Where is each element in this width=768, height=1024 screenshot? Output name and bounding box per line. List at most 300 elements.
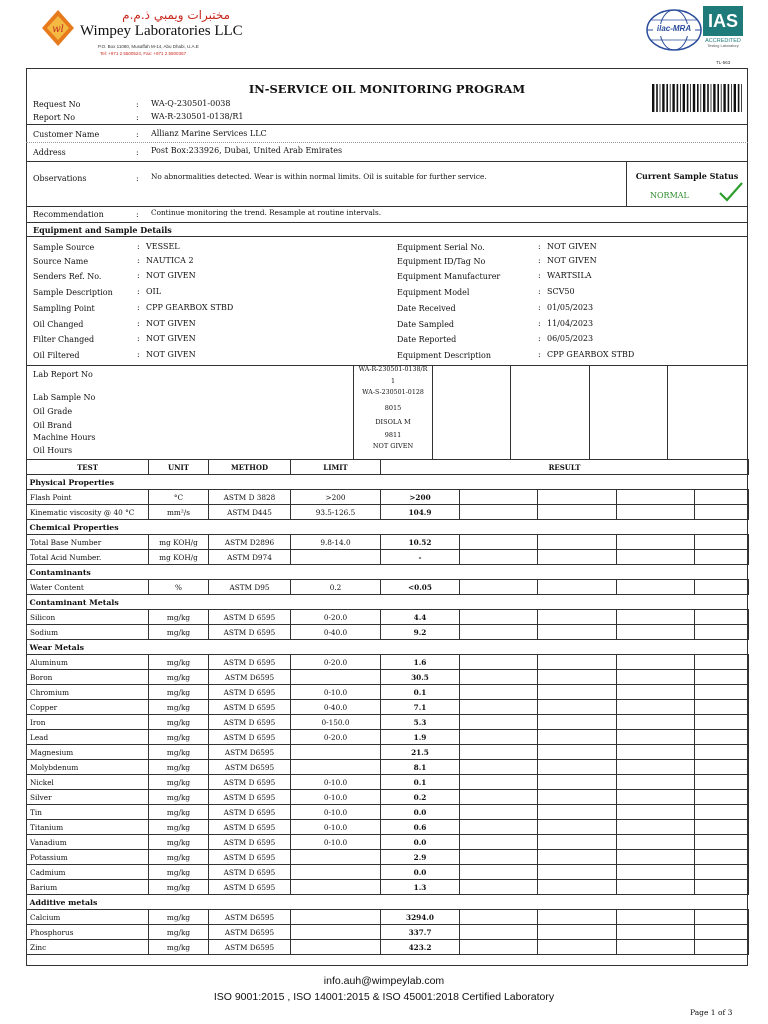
ias-testing-lab-text: Testing Laboratory — [707, 44, 739, 48]
table-row — [27, 550, 749, 565]
test-name: Nickel — [27, 775, 149, 790]
colon: : — [136, 210, 139, 219]
company-name: Wimpey Laboratories LLC — [80, 23, 243, 39]
section-row — [27, 595, 749, 610]
test-unit: mg/kg — [149, 715, 209, 730]
test-unit: mg/kg — [149, 940, 209, 955]
test-result: 0.6 — [381, 820, 460, 835]
empty-result-cell — [695, 715, 749, 730]
section-title: Chemical Properties — [27, 520, 749, 535]
empty-result-cell — [695, 685, 749, 700]
recommendation-label: Recommendation — [33, 210, 104, 219]
empty-result-cell — [460, 625, 538, 640]
test-result: 0.0 — [381, 805, 460, 820]
test-name: Chromium — [27, 685, 149, 700]
test-name: Tin — [27, 805, 149, 820]
empty-result-cell — [460, 940, 538, 955]
test-name: Iron — [27, 715, 149, 730]
section-row — [27, 475, 749, 490]
empty-result-cell — [617, 925, 695, 940]
test-limit: >200 — [291, 490, 381, 505]
divider — [589, 365, 590, 459]
test-unit: mm²/s — [149, 505, 209, 520]
empty-result-cell — [617, 490, 695, 505]
empty-result-cell — [695, 580, 749, 595]
table-row — [27, 835, 749, 850]
colon: : — [538, 350, 541, 359]
empty-result-cell — [538, 685, 617, 700]
section-title: Contaminant Metals — [27, 595, 749, 610]
table-row — [27, 715, 749, 730]
test-unit: mg/kg — [149, 655, 209, 670]
table-row — [27, 700, 749, 715]
equipment-field-label: Sample Description — [33, 288, 113, 297]
test-result: 0.1 — [381, 775, 460, 790]
oil-hours-label: Oil Hours — [33, 446, 73, 455]
barcode-bar — [693, 84, 695, 112]
test-result: 337.7 — [381, 925, 460, 940]
test-limit — [291, 745, 381, 760]
empty-result-cell — [617, 820, 695, 835]
test-result: 1.9 — [381, 730, 460, 745]
empty-result-cell — [460, 580, 538, 595]
test-limit: 0-20.0 — [291, 655, 381, 670]
empty-result-cell — [617, 715, 695, 730]
empty-result-cell — [695, 790, 749, 805]
empty-result-cell — [695, 625, 749, 640]
empty-result-cell — [695, 850, 749, 865]
section-title: Wear Metals — [27, 640, 749, 655]
footer-email: info.auh@wimpeylab.com — [323, 975, 445, 987]
test-result: 0.2 — [381, 790, 460, 805]
table-row — [27, 805, 749, 820]
company-arabic-name: مختبرات ويمبي ذ.م.م — [122, 8, 230, 22]
divider — [26, 206, 748, 207]
empty-result-cell — [695, 730, 749, 745]
company-address: P.O. Box 11080, Musaffah M-14, Abu Dhabi, U.A.E — [98, 44, 199, 49]
barcode-bar — [731, 84, 732, 112]
test-name: Barium — [27, 880, 149, 895]
equipment-field-label: Equipment Description — [397, 351, 492, 360]
test-limit: 0-10.0 — [291, 835, 381, 850]
test-limit: 0-10.0 — [291, 805, 381, 820]
colon: : — [538, 319, 541, 328]
test-method: ASTM D 6595 — [209, 865, 291, 880]
checkmark-icon — [718, 181, 744, 203]
lab-report-no-label: Lab Report No — [33, 370, 93, 379]
test-unit: mg/kg — [149, 685, 209, 700]
divider — [26, 142, 748, 143]
status-value: NORMAL — [650, 191, 689, 200]
divider — [626, 161, 627, 206]
empty-result-cell — [538, 805, 617, 820]
empty-result-cell — [460, 910, 538, 925]
page-number: Page 1 of 3 — [690, 1008, 733, 1017]
report-no-label: Report No — [33, 113, 76, 122]
test-unit: °C — [149, 490, 209, 505]
test-method: ASTM D6595 — [209, 745, 291, 760]
equipment-field-value: CPP GEARBOX STBD — [547, 350, 635, 359]
empty-result-cell — [460, 670, 538, 685]
test-limit — [291, 865, 381, 880]
test-result: 0.0 — [381, 835, 460, 850]
test-limit: 9.8-14.0 — [291, 535, 381, 550]
equipment-field-label: Date Received — [397, 304, 456, 313]
address-label: Address — [33, 148, 66, 157]
test-unit: mg/kg — [149, 910, 209, 925]
equipment-field-value: NAUTICA 2 — [146, 256, 194, 265]
test-unit: mg/kg — [149, 700, 209, 715]
test-result: 7.1 — [381, 700, 460, 715]
empty-result-cell — [695, 700, 749, 715]
test-limit: 0-40.0 — [291, 700, 381, 715]
empty-result-cell — [460, 835, 538, 850]
company-contact: Tel: +971 2 5500524, Fax: +971 2 5500367 — [100, 51, 187, 56]
barcode-bar — [680, 84, 681, 112]
test-method: ASTM D6595 — [209, 940, 291, 955]
test-name: Calcium — [27, 910, 149, 925]
empty-result-cell — [538, 580, 617, 595]
test-result: 3294.0 — [381, 910, 460, 925]
test-limit: 0-10.0 — [291, 820, 381, 835]
observations-value: No abnormalities detected. Wear is within normal limits. Oil is suitable for further service. — [151, 172, 487, 181]
colon: : — [136, 174, 139, 183]
colon: : — [137, 334, 140, 343]
table-row — [27, 535, 749, 550]
divider — [26, 161, 748, 162]
test-name: Water Content — [27, 580, 149, 595]
table-row — [27, 865, 749, 880]
ias-accreditation-badge — [703, 6, 743, 58]
colon: : — [136, 100, 139, 109]
test-method: ASTM D 6595 — [209, 775, 291, 790]
empty-result-cell — [538, 670, 617, 685]
barcode-bar — [703, 84, 705, 112]
test-name: Silicon — [27, 610, 149, 625]
test-name: Aluminum — [27, 655, 149, 670]
test-method: ASTM D445 — [209, 505, 291, 520]
colon: : — [538, 242, 541, 251]
empty-result-cell — [538, 940, 617, 955]
machine-hours-value: 9811 — [384, 431, 402, 439]
test-method: ASTM D 6595 — [209, 790, 291, 805]
empty-result-cell — [695, 910, 749, 925]
barcode-bar — [672, 84, 674, 112]
equipment-field-label: Oil Filtered — [33, 351, 80, 360]
table-row — [27, 745, 749, 760]
test-unit: mg KOH/g — [149, 535, 209, 550]
lab-sample-no-label: Lab Sample No — [33, 393, 96, 402]
test-result: 9.2 — [381, 625, 460, 640]
colon: : — [137, 242, 140, 251]
empty-result-cell — [460, 490, 538, 505]
test-unit: mg/kg — [149, 670, 209, 685]
test-limit: 0-40.0 — [291, 625, 381, 640]
empty-result-cell — [538, 550, 617, 565]
empty-result-cell — [617, 670, 695, 685]
test-name: Titanium — [27, 820, 149, 835]
empty-result-cell — [695, 550, 749, 565]
test-method: ASTM D6595 — [209, 925, 291, 940]
test-unit: mg/kg — [149, 835, 209, 850]
test-unit: mg/kg — [149, 820, 209, 835]
observations-label: Observations — [33, 174, 87, 183]
test-unit: mg/kg — [149, 790, 209, 805]
empty-result-cell — [617, 850, 695, 865]
section-title: Additive metals — [27, 895, 749, 910]
test-result: 8.1 — [381, 760, 460, 775]
colon: : — [137, 319, 140, 328]
equipment-field-value: 11/04/2023 — [547, 319, 594, 328]
equipment-field-label: Oil Changed — [33, 320, 84, 329]
test-limit — [291, 850, 381, 865]
test-result: 0.1 — [381, 685, 460, 700]
empty-result-cell — [538, 925, 617, 940]
test-name: Silver — [27, 790, 149, 805]
barcode-bar — [721, 84, 722, 112]
divider — [667, 365, 668, 459]
test-name: Copper — [27, 700, 149, 715]
table-row — [27, 625, 749, 640]
equipment-field-value: NOT GIVEN — [146, 319, 196, 328]
empty-result-cell — [460, 790, 538, 805]
equipment-field-value: NOT GIVEN — [547, 242, 597, 251]
barcode-bar — [670, 84, 671, 112]
test-method: ASTM D 6595 — [209, 655, 291, 670]
test-limit: 93.5-126.5 — [291, 505, 381, 520]
test-unit: mg KOH/g — [149, 550, 209, 565]
empty-result-cell — [695, 835, 749, 850]
empty-result-cell — [617, 910, 695, 925]
test-name: Potassium — [27, 850, 149, 865]
test-result: 104.9 — [381, 505, 460, 520]
test-method: ASTM D 6595 — [209, 685, 291, 700]
table-row — [27, 670, 749, 685]
test-result: - — [381, 550, 460, 565]
empty-result-cell — [460, 730, 538, 745]
empty-result-cell — [695, 940, 749, 955]
empty-result-cell — [538, 850, 617, 865]
empty-result-cell — [617, 790, 695, 805]
equipment-field-value: NOT GIVEN — [146, 271, 196, 280]
test-method: ASTM D 6595 — [209, 610, 291, 625]
test-method: ASTM D 6595 — [209, 715, 291, 730]
table-row — [27, 925, 749, 940]
empty-result-cell — [538, 505, 617, 520]
customer-name-value: Allianz Marine Services LLC — [151, 129, 267, 138]
empty-result-cell — [538, 775, 617, 790]
table-row — [27, 910, 749, 925]
test-method: ASTM D 6595 — [209, 805, 291, 820]
test-method: ASTM D 6595 — [209, 835, 291, 850]
divider — [26, 124, 748, 125]
table-row — [27, 685, 749, 700]
empty-result-cell — [617, 880, 695, 895]
oil-brand-label: Oil Brand — [33, 421, 72, 430]
test-result: 423.2 — [381, 940, 460, 955]
test-limit — [291, 910, 381, 925]
customer-name-label: Customer Name — [33, 130, 100, 139]
footer-certification: ISO 9001:2015 , ISO 14001:2015 & ISO 45001:2018 Certified Laboratory — [213, 991, 555, 1003]
barcode-bar — [723, 84, 725, 112]
section-row — [27, 895, 749, 910]
test-limit — [291, 925, 381, 940]
empty-result-cell — [538, 715, 617, 730]
test-unit: % — [149, 580, 209, 595]
test-result: 4.4 — [381, 610, 460, 625]
table-row — [27, 655, 749, 670]
divider — [432, 365, 433, 459]
empty-result-cell — [460, 685, 538, 700]
empty-result-cell — [617, 685, 695, 700]
empty-result-cell — [617, 505, 695, 520]
test-unit: mg/kg — [149, 865, 209, 880]
test-name: Molybdenum — [27, 760, 149, 775]
test-method: ASTM D6595 — [209, 760, 291, 775]
test-name: Lead — [27, 730, 149, 745]
ilac-label: ilac-MRA — [656, 24, 692, 33]
section-row — [27, 640, 749, 655]
empty-result-cell — [695, 670, 749, 685]
test-name: Phosphorus — [27, 925, 149, 940]
lab-report-no-value-a: WA-R-230501-0138/R — [358, 366, 428, 373]
equipment-field-value: NOT GIVEN — [547, 256, 597, 265]
test-method: ASTM D 6595 — [209, 820, 291, 835]
empty-result-cell — [460, 820, 538, 835]
empty-result-cell — [538, 700, 617, 715]
colon: : — [137, 271, 140, 280]
test-unit: mg/kg — [149, 925, 209, 940]
empty-result-cell — [695, 745, 749, 760]
table-row — [27, 940, 749, 955]
header-unit: UNIT — [149, 460, 209, 475]
test-unit: mg/kg — [149, 775, 209, 790]
header-test: TEST — [27, 460, 149, 475]
test-method: ASTM D 6595 — [209, 730, 291, 745]
equipment-section-title: Equipment and Sample Details — [33, 225, 172, 235]
empty-result-cell — [695, 490, 749, 505]
empty-result-cell — [538, 820, 617, 835]
empty-result-cell — [617, 760, 695, 775]
empty-result-cell — [695, 655, 749, 670]
barcode-bar — [717, 84, 719, 112]
empty-result-cell — [617, 580, 695, 595]
colon: : — [136, 130, 139, 139]
test-unit: mg/kg — [149, 760, 209, 775]
test-limit — [291, 760, 381, 775]
table-header-row — [27, 460, 749, 475]
empty-result-cell — [617, 700, 695, 715]
colon: : — [538, 256, 541, 265]
barcode-bar — [697, 84, 699, 112]
colon: : — [538, 287, 541, 296]
empty-result-cell — [617, 745, 695, 760]
equipment-field-label: Equipment ID/Tag No — [397, 257, 486, 266]
empty-result-cell — [617, 805, 695, 820]
test-result: 30.5 — [381, 670, 460, 685]
ias-accredited-text: ACCREDITED — [705, 38, 741, 44]
equipment-field-label: Equipment Serial No. — [397, 243, 485, 252]
test-result: 1.6 — [381, 655, 460, 670]
barcode-bar — [690, 84, 691, 112]
empty-result-cell — [695, 760, 749, 775]
header-limit: LIMIT — [291, 460, 381, 475]
barcode-bar — [728, 84, 730, 112]
barcode-bar — [734, 84, 736, 112]
test-limit: 0.2 — [291, 580, 381, 595]
colon: : — [538, 271, 541, 280]
ilac-mra-badge — [645, 8, 703, 52]
empty-result-cell — [538, 880, 617, 895]
test-result: 0.0 — [381, 865, 460, 880]
empty-result-cell — [460, 535, 538, 550]
recommendation-value: Continue monitoring the trend. Resample at routine intervals. — [151, 208, 382, 217]
barcode-bar — [656, 84, 658, 112]
test-limit — [291, 940, 381, 955]
equipment-field-label: Filter Changed — [33, 335, 95, 344]
empty-result-cell — [538, 490, 617, 505]
empty-result-cell — [460, 880, 538, 895]
test-method: ASTM D2896 — [209, 535, 291, 550]
request-no-label: Request No — [33, 100, 81, 109]
header-method: METHOD — [209, 460, 291, 475]
table-row — [27, 820, 749, 835]
report-no-value: WA-R-230501-0138/R1 — [151, 112, 244, 121]
svg-text:wl: wl — [52, 24, 64, 35]
test-unit: mg/kg — [149, 850, 209, 865]
test-result: <0.05 — [381, 580, 460, 595]
oil-grade-value: 8015 — [384, 404, 402, 412]
barcode-icon — [652, 84, 744, 114]
test-limit — [291, 880, 381, 895]
empty-result-cell — [460, 925, 538, 940]
empty-result-cell — [617, 865, 695, 880]
table-row — [27, 760, 749, 775]
barcode-bar — [687, 84, 689, 112]
empty-result-cell — [538, 790, 617, 805]
test-name: Total Base Number — [27, 535, 149, 550]
barcode-bar — [652, 84, 654, 112]
equipment-field-label: Sample Source — [33, 243, 95, 252]
test-name: Magnesium — [27, 745, 149, 760]
empty-result-cell — [695, 505, 749, 520]
test-result: 1.3 — [381, 880, 460, 895]
empty-result-cell — [695, 880, 749, 895]
divider — [26, 222, 748, 223]
empty-result-cell — [460, 760, 538, 775]
table-row — [27, 775, 749, 790]
machine-hours-label: Machine Hours — [33, 433, 96, 442]
barcode-bar — [711, 84, 712, 112]
barcode-bar — [660, 84, 661, 112]
empty-result-cell — [538, 910, 617, 925]
empty-result-cell — [538, 625, 617, 640]
colon: : — [137, 350, 140, 359]
report-title: IN-SERVICE OIL MONITORING PROGRAM — [248, 82, 526, 96]
divider — [510, 365, 511, 459]
test-result: 10.52 — [381, 535, 460, 550]
current-status-title: Current Sample Status — [635, 171, 739, 181]
empty-result-cell — [460, 745, 538, 760]
empty-result-cell — [695, 865, 749, 880]
equipment-field-label: Date Reported — [397, 335, 457, 344]
lab-sample-no-value: WA-S-230501-0128 — [362, 389, 424, 396]
company-logo — [40, 6, 243, 60]
test-limit — [291, 670, 381, 685]
barcode-bar — [707, 84, 709, 112]
equipment-field-label: Source Name — [33, 257, 89, 266]
equipment-field-label: Equipment Model — [397, 288, 470, 297]
